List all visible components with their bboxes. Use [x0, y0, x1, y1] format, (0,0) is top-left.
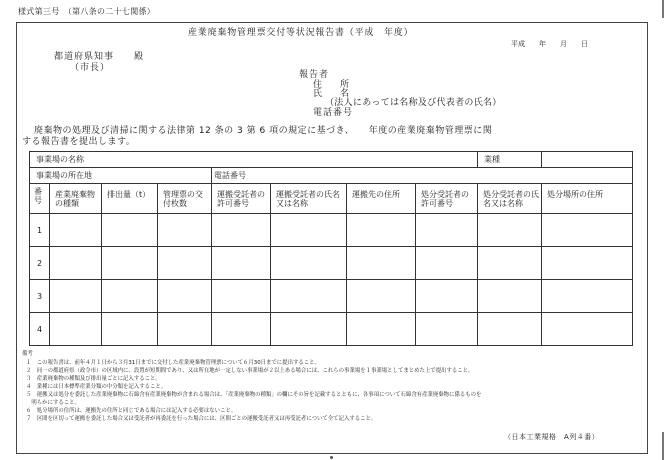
phone-label: 電話番号: [214, 171, 246, 180]
col-header-destination: 運搬先の住所: [347, 184, 416, 214]
table-cell[interactable]: [416, 214, 478, 247]
table-cell[interactable]: [271, 214, 347, 247]
table-cell[interactable]: [158, 313, 212, 346]
addressee-governor: 都道府県知事 殿: [54, 52, 145, 62]
reporter-heading: 報告者: [299, 70, 330, 80]
paper-standard: （日本工業規格 A列４番）: [504, 433, 600, 441]
table-cell[interactable]: [50, 214, 102, 247]
note-item-3: ３ 産業廃棄物の種類及び排出量ごとに記入すること。: [26, 376, 161, 382]
facility-name-row: [30, 152, 633, 168]
table-cell[interactable]: [416, 280, 478, 313]
col-header-carrier-name: 運搬受託者の氏名又は名称: [271, 184, 347, 214]
row-number: 3: [30, 280, 50, 313]
table-cell[interactable]: [347, 214, 416, 247]
note-item-7: ７ 区間を区切って運搬を委託した場合又は受託者が再委託を行った場合には、区間ごとの運搬受託者又は再受託者について全て記入すること。: [26, 416, 377, 422]
note-item-1: １ この報告書は、前年４月１日から３月31日までに交付した産業廃棄物管理票について６月30日までに提出すること。: [26, 360, 320, 366]
table-cell[interactable]: [271, 313, 347, 346]
table-cell[interactable]: [416, 313, 478, 346]
table-cell[interactable]: [347, 247, 416, 280]
facility-location-row: [30, 168, 633, 184]
col-header-disposer-permit: 処分受託者の許可番号: [416, 184, 478, 214]
table-cell[interactable]: [416, 247, 478, 280]
notes-heading: 備考: [22, 351, 33, 357]
table-cell[interactable]: [542, 280, 633, 313]
table-cell[interactable]: [542, 214, 633, 247]
reporter-name-label: 氏 名: [313, 89, 350, 99]
col-header-waste-type: 産業廃棄物の種類: [50, 184, 102, 214]
note-item-6: ６ 処分場所の住所は、運搬先の住所と同じである場合には記入する必要はないこと。: [26, 408, 237, 414]
note-item-4: ４ 業種には日本標準産業分類の中分類を記入すること。: [26, 384, 167, 390]
col-header-number: 番号: [30, 184, 50, 214]
table-cell[interactable]: [478, 280, 542, 313]
col-header-carrier-permit: 運搬受託者の許可番号: [212, 184, 271, 214]
bottom-dot: [330, 456, 333, 459]
table-cell[interactable]: [50, 280, 102, 313]
table-cell[interactable]: [212, 247, 271, 280]
facility-name-label: 事業場の名称: [36, 155, 84, 164]
table-cell[interactable]: [102, 313, 158, 346]
table-cell[interactable]: [212, 280, 271, 313]
table-cell[interactable]: [102, 247, 158, 280]
facility-location-label: 事業場の所在地: [30, 168, 212, 184]
col-header-disposal-site: 処分場所の住所: [542, 184, 633, 214]
table-cell[interactable]: [102, 280, 158, 313]
table-cell[interactable]: [478, 214, 542, 247]
industry-value-cell[interactable]: [542, 152, 633, 168]
statement-line-1: 廃棄物の処理及び清掃に関する法律第 12 条の 3 第 6 項の規定に基づき、 年度の産業廃棄物管理票に関: [34, 126, 493, 136]
col-header-manifest-count: 管理票の交付枚数: [158, 184, 212, 214]
facility-location-cell[interactable]: [212, 168, 633, 184]
column-header-row: [30, 184, 633, 214]
table-cell[interactable]: [542, 247, 633, 280]
facility-name-cell[interactable]: [30, 152, 478, 168]
table-cell[interactable]: [212, 313, 271, 346]
page-title: 産業廃棄物管理票交付等状況報告書（平成 年度）: [188, 28, 414, 38]
table-cell[interactable]: [212, 214, 271, 247]
table-cell[interactable]: [102, 214, 158, 247]
table-cell[interactable]: [478, 247, 542, 280]
table-cell[interactable]: [158, 280, 212, 313]
table-cell[interactable]: [347, 313, 416, 346]
table-row: [30, 247, 633, 280]
table-cell[interactable]: [50, 313, 102, 346]
reporter-phone-label: 電話番号: [313, 108, 354, 118]
table-cell[interactable]: [478, 313, 542, 346]
note-item-5: ５ 運搬又は処分を委託した産業廃棄物に石綿含有産業廃棄物が含まれる場合は、「産業廃棄物の種類」の欄にその旨を記載するとともに、各事項について石綿含有産業廃棄物に係るものを: [26, 392, 482, 398]
col-header-disposer-name: 処分受託者の氏名又は名称: [478, 184, 542, 214]
table-row: [30, 313, 633, 346]
table-cell[interactable]: [158, 247, 212, 280]
table-cell[interactable]: [158, 214, 212, 247]
addressee-mayor: （市長）: [70, 63, 111, 73]
table-cell[interactable]: [271, 280, 347, 313]
table-cell[interactable]: [271, 247, 347, 280]
note-item-2: ２ 同一の都道府県（政令市）の区域内に、設置が短期間であり、又は所在地が一定しない事業場が２以上ある場合には、これらの事業場を１事業場としてまとめた上で提出すること。: [26, 368, 474, 374]
reporter-name-note: （法人にあっては名称及び代表者の氏名）: [325, 98, 502, 108]
table-cell[interactable]: [50, 247, 102, 280]
report-date: 平成 年 月 日: [511, 40, 588, 48]
form-number: 様式第三号 （第八条の二十七関係）: [18, 7, 156, 16]
row-number: 4: [30, 313, 50, 346]
statement-line-2: する報告書を提出します。: [22, 137, 136, 147]
industry-label: 業種: [478, 152, 542, 168]
col-header-emission: 排出量（t）: [102, 184, 158, 214]
table-cell[interactable]: [347, 280, 416, 313]
reporter-address-label: 住 所: [313, 80, 350, 90]
report-table: [29, 151, 633, 346]
table-row: [30, 280, 633, 313]
table-cell[interactable]: [542, 313, 633, 346]
row-number: 1: [30, 214, 50, 247]
row-number: 2: [30, 247, 50, 280]
note-item-5-continued: 明らかにすること。: [26, 400, 80, 406]
table-row: [30, 214, 633, 247]
